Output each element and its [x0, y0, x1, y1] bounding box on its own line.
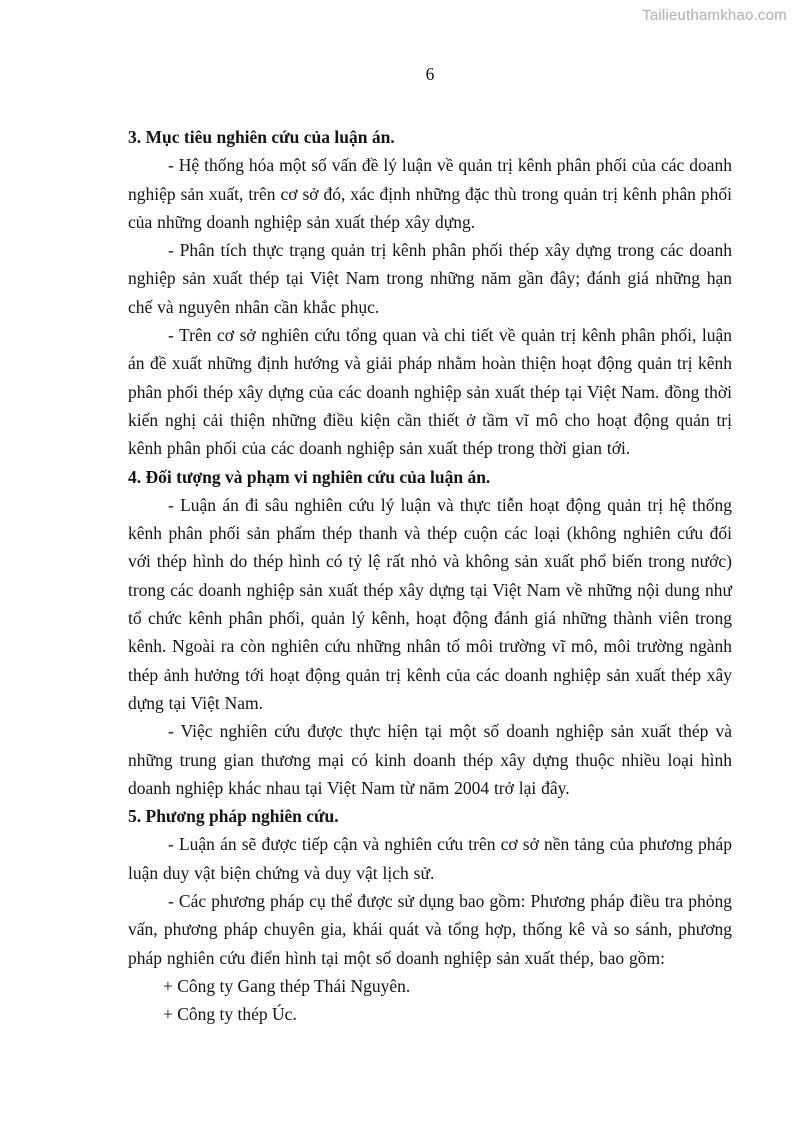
watermark-site-label: Tailieuthamkhao.com	[642, 7, 787, 24]
section-5-paragraph: - Luận án sẽ được tiếp cận và nghiên cứu trên cơ sở nền tảng của phương pháp luận duy vật biện chứng và duy vật lịch sử.	[128, 834, 732, 883]
company-list-item: + Công ty thép Úc.	[163, 1004, 297, 1025]
section-4-paragraph: - Việc nghiên cứu được thực hiện tại một số doanh nghiệp sản xuất thép và những trung gian thương mại có kinh doanh thép xây dựng thuộc nhiều loại hình doanh nghiệp khác nhau tại Việt Nam từ năm 2004 trở lại đây.	[128, 721, 732, 798]
section-3-paragraph: - Phân tích thực trạng quản trị kênh phân phối thép xây dựng trong các doanh nghiệp sản xuất thép tại Việt Nam trong những năm gần đây; đánh giá những hạn chế và nguyên nhân cần khắc phục.	[128, 240, 732, 317]
section-5-heading: 5. Phương pháp nghiên cứu.	[128, 806, 339, 827]
section-3-paragraph: - Trên cơ sở nghiên cứu tổng quan và chi tiết về quản trị kênh phân phối, luận án đề xuất những định hướng và giải pháp nhằm hoàn thiện hoạt động quản trị kênh phân phối thép xây dựng của các doanh nghiệp sản xuất thép tại Việt Nam. đồng thời kiến nghị cải thiện những điều kiện cần thiết ở tầm vĩ mô cho hoạt động quản trị kênh phân phối của các doanh nghiệp sản xuất thép trong thời gian tới.	[128, 325, 732, 459]
document-body	[128, 123, 732, 1029]
page-number: 6	[425, 64, 435, 84]
section-4-paragraph: - Luận án đi sâu nghiên cứu lý luận và thực tiễn hoạt động quản trị hệ thống kênh phân phối sản phẩm thép thanh và thép cuộn các loại (không nghiên cứu đối với thép hình do thép hình có tỷ lệ rất nhỏ và không sản xuất phổ biến trong nước) trong các doanh nghiệp sản xuất thép xây dựng tại Việt Nam về những nội dung như tổ chức kênh phân phối, quản lý kênh, hoạt động đánh giá những thành viên trong kênh. Ngoài ra còn nghiên cứu những nhân tố môi trường vĩ mô, môi trường ngành thép ảnh hưởng tới hoạt động quản trị kênh của các doanh nghiệp sản xuất thép xây dựng tại Việt Nam.	[128, 494, 732, 713]
section-4-heading: 4. Đối tượng và phạm vi nghiên cứu của luận án.	[128, 466, 491, 487]
section-3-heading: 3. Mục tiêu nghiên cứu của luận án.	[128, 127, 395, 147]
section-3-paragraph: - Hệ thống hóa một số vấn đề lý luận về quản trị kênh phân phối của các doanh nghiệp sản xuất, trên cơ sở đó, xác định những đặc thù trong quản trị kênh phân phối của những doanh nghiệp sản xuất thép xây dựng.	[128, 155, 732, 232]
company-list-item: + Công ty Gang thép Thái Nguyên.	[163, 975, 411, 996]
section-5-paragraph: - Các phương pháp cụ thể được sử dụng bao gồm: Phương pháp điều tra phỏng vấn, phương pháp chuyên gia, khái quát và tổng hợp, thống kê và so sánh, phương pháp nghiên cứu điển hình tại một số doanh nghiệp sản xuất thép, bao gồm:	[128, 891, 732, 968]
